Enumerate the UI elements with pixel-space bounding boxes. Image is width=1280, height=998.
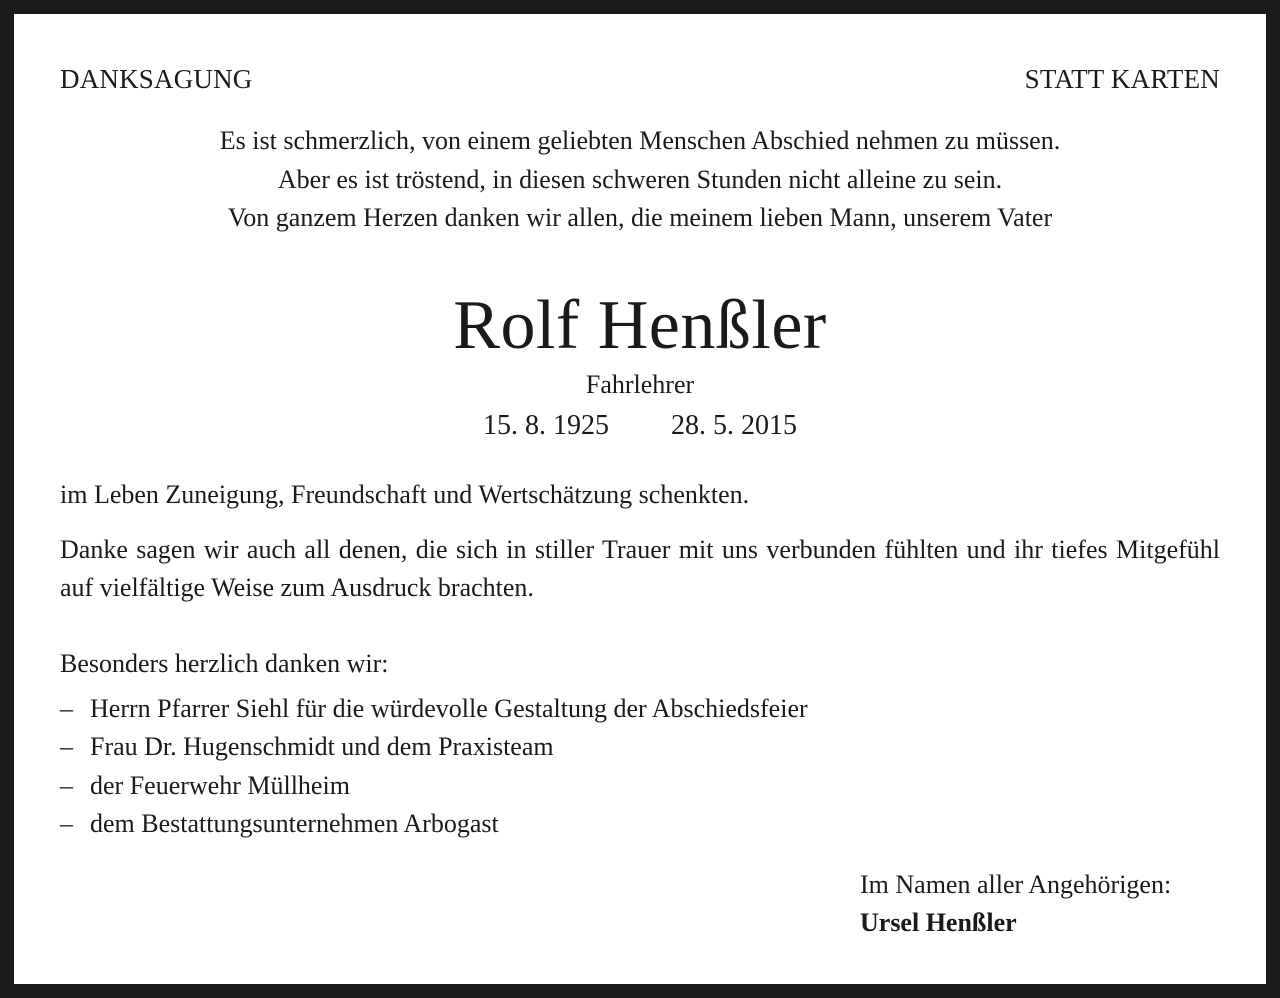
thanks-list bbox=[60, 690, 1060, 843]
list-item bbox=[60, 805, 1060, 843]
list-item-text: Frau Dr. Hugenschmidt und dem Praxisteam bbox=[90, 732, 554, 762]
paragraph-special-thanks: Besonders herzlich danken wir: bbox=[60, 649, 389, 678]
signoff-name: Ursel Henßler bbox=[860, 908, 1017, 937]
signoff-label: Im Namen aller Angehörigen: bbox=[860, 870, 1172, 899]
list-item-text: dem Bestattungsunternehmen Arbogast bbox=[90, 808, 499, 838]
list-item-text: der Feuerwehr Müllheim bbox=[90, 770, 350, 800]
dash-bullet: – bbox=[60, 808, 73, 838]
list-item-text: Herrn Pfarrer Siehl für die würdevolle Gestaltung der Abschiedsfeier bbox=[90, 694, 808, 723]
birth-date: 15. 8. 1925 bbox=[483, 410, 609, 441]
list-item bbox=[60, 690, 1060, 728]
paragraph-thanks-life: im Leben Zuneigung, Freundschaft und Wertschätzung schenkten. bbox=[60, 480, 750, 509]
list-item bbox=[60, 728, 1060, 766]
death-date: 28. 5. 2015 bbox=[671, 410, 797, 441]
intro-line-2: Aber es ist tröstend, in diesen schweren Stunden nicht alleine zu sein. bbox=[277, 165, 1003, 194]
list-item bbox=[60, 767, 1060, 805]
intro-line-3: Von ganzem Herzen danken wir allen, die meinem lieben Mann, unserem Vater bbox=[227, 203, 1053, 232]
obituary-notice bbox=[14, 14, 1266, 984]
dash-bullet: – bbox=[60, 732, 73, 762]
intro-line-1: Es ist schmerzlich, von einem geliebten Menschen Abschied nehmen zu müssen. bbox=[219, 126, 1061, 155]
dash-bullet: – bbox=[60, 770, 73, 800]
dash-bullet: – bbox=[60, 694, 73, 723]
header-danksagung: DANKSAGUNG bbox=[60, 64, 253, 94]
life-dates bbox=[14, 410, 1266, 442]
header-statt-karten: STATT KARTEN bbox=[1024, 64, 1220, 94]
paragraph-thanks-mourners: Danke sagen wir auch all denen, die sich in stiller Trauer mit uns verbunden fühlten und ihr tiefes Mitgefühl auf vielfältige Weise zum Ausdruck brachten. bbox=[60, 535, 1220, 602]
deceased-name: Rolf Henßler bbox=[453, 287, 827, 364]
deceased-profession: Fahrlehrer bbox=[585, 370, 695, 399]
